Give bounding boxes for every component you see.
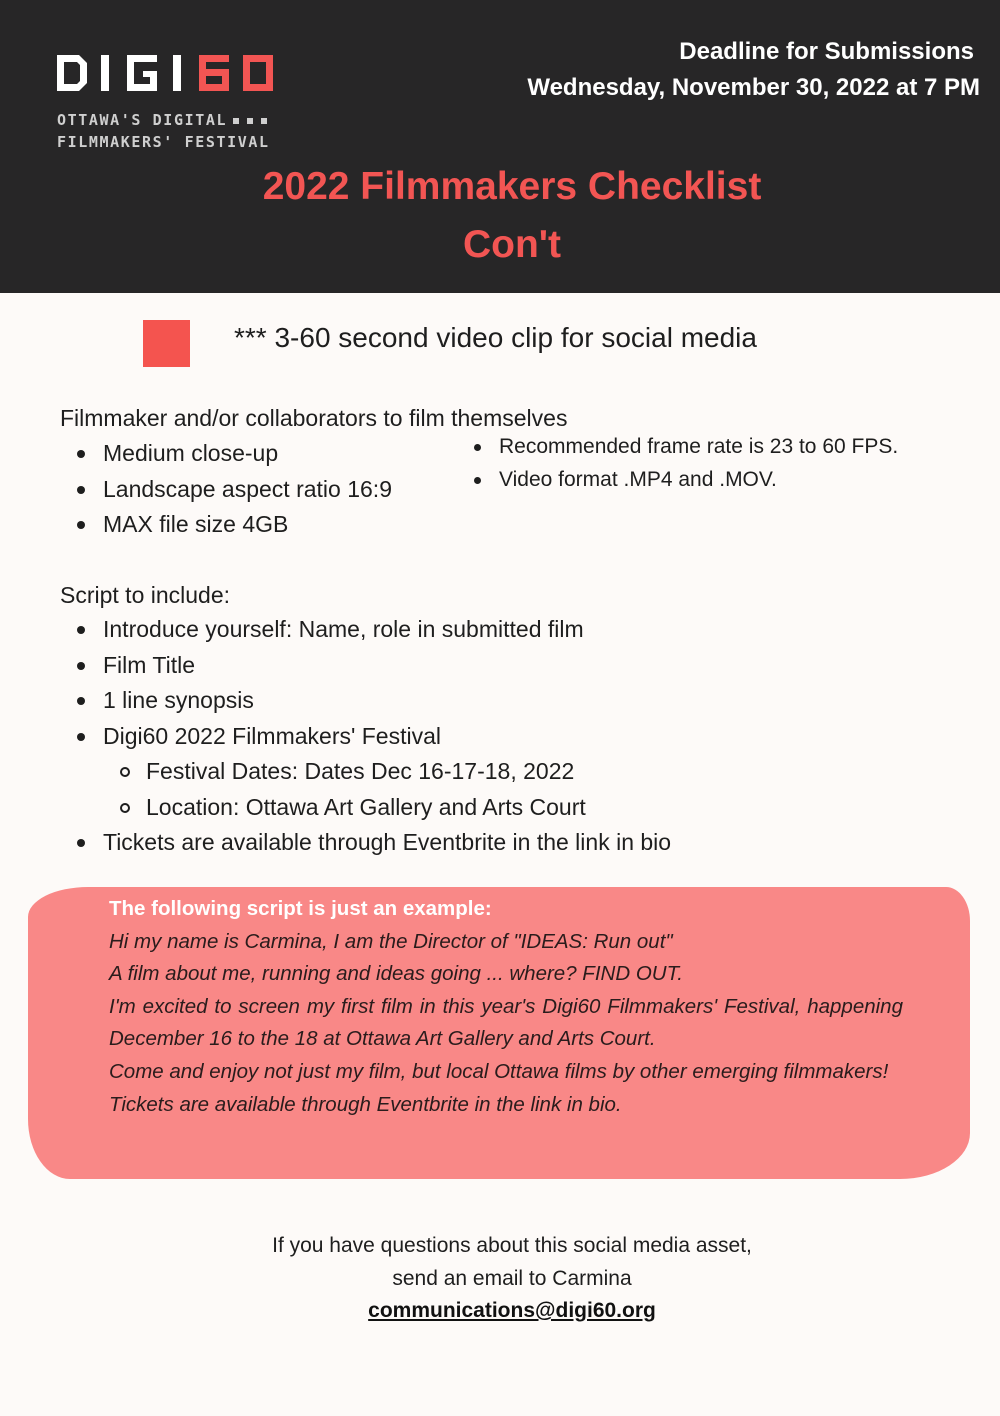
sub-list-item: Location: Ottawa Art Gallery and Arts Court: [60, 790, 671, 826]
logo-tagline: [57, 109, 287, 153]
example-line: Come and enjoy not just my film, but local Ottawa films by other emerging filmmakers!: [109, 1059, 889, 1083]
script-list: [60, 612, 671, 861]
example-title: The following script is just an example:: [109, 897, 492, 920]
example-script: [109, 893, 903, 1121]
list-item: Tickets are available through Eventbrite in the link in bio: [60, 825, 671, 861]
example-line: I'm excited to screen my first film in this year's Digi60 Filmmakers' Festival, happening December 16 to the 18 at Ottawa Art Gallery and Arts Court.: [109, 994, 903, 1051]
logo-tagline-line1: OTTAWA'S DIGITAL: [57, 111, 228, 129]
list-item: Landscape aspect ratio 16:9: [60, 472, 392, 508]
list-item: Recommended frame rate is 23 to 60 FPS.: [471, 431, 899, 464]
filming-left-list: [60, 436, 392, 543]
clip-requirement: *** 3-60 second video clip for social media: [234, 322, 757, 353]
page-title-line1: 2022 Filmmakers Checklist: [262, 165, 762, 208]
footer-contact: [0, 1230, 1000, 1328]
list-item: Film Title: [60, 648, 671, 684]
header-banner: [0, 0, 1000, 293]
footer-line2: send an email to Carmina: [392, 1266, 632, 1290]
deadline-label: Deadline for Submissions: [679, 38, 974, 65]
list-item: Digi60 2022 Filmmakers' Festival: [60, 719, 671, 755]
logo-tagline-line2: FILMMAKERS' FESTIVAL: [57, 133, 270, 151]
logo-dots-icon: [233, 109, 275, 131]
sub-list-item: Festival Dates: Dates Dec 16-17-18, 2022: [60, 754, 671, 790]
script-heading: Script to include:: [60, 582, 231, 608]
list-item: Video format .MP4 and .MOV.: [471, 464, 899, 497]
filming-heading: Filmmaker and/or collaborators to film themselves: [60, 405, 568, 431]
list-item: Medium close-up: [60, 436, 392, 472]
example-line: Hi my name is Carmina, I am the Director of "IDEAS: Run out": [109, 929, 673, 953]
page-title: [0, 158, 1000, 274]
deadline-date: Wednesday, November 30, 2022 at 7 PM: [527, 74, 980, 101]
example-line: A film about me, running and ideas going ... where? FIND OUT.: [109, 962, 683, 986]
list-item: MAX file size 4GB: [60, 507, 392, 543]
checkbox-marker: [143, 320, 190, 367]
filming-right-list: [471, 431, 899, 496]
example-line: Tickets are available through Eventbrite in the link in bio.: [109, 1092, 622, 1116]
digi60-wordmark-icon: [57, 55, 277, 91]
digi60-logo: [57, 55, 287, 153]
list-item: 1 line synopsis: [60, 683, 671, 719]
footer-line1: If you have questions about this social media asset,: [272, 1234, 752, 1257]
list-item: Introduce yourself: Name, role in submitted film: [60, 612, 671, 648]
deadline-block: [527, 34, 980, 106]
contact-email-link[interactable]: communications@digi60.org: [368, 1299, 656, 1322]
page-title-line2: Con't: [462, 223, 562, 266]
